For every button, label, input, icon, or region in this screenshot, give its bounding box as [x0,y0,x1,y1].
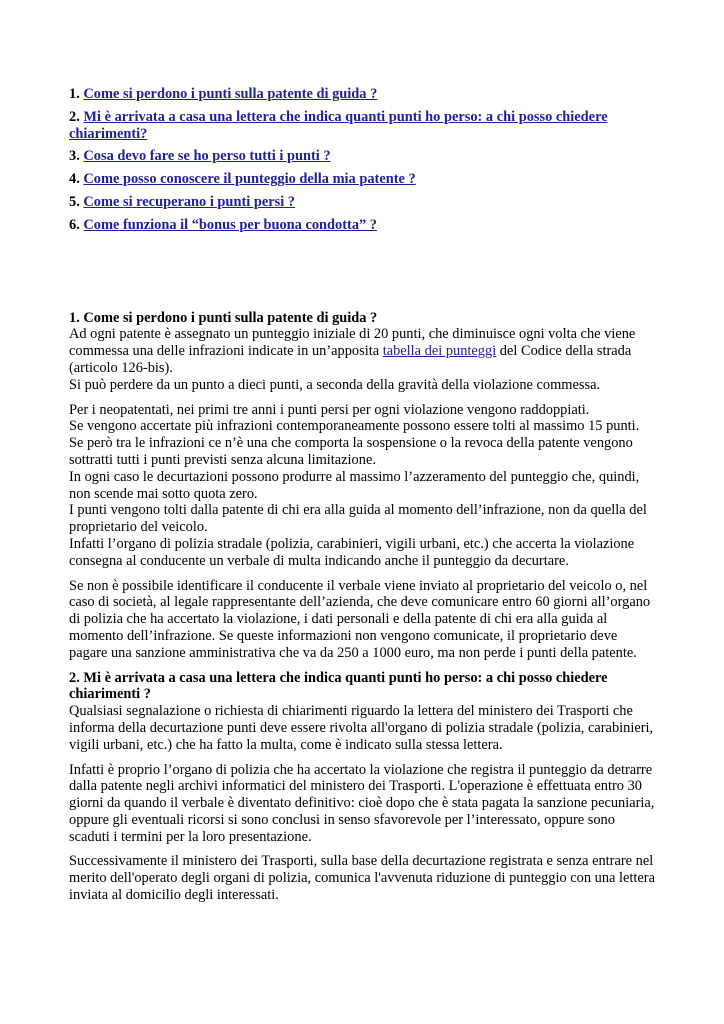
toc-link[interactable]: Cosa devo fare se ho perso tutti i punti ? [83,148,331,165]
paragraph-line: Infatti l’organo di polizia stradale (polizia, carabinieri, vigili urbani, etc.) che accerta la violazione consegna al conducente un verbale di multa indicando anche il punteggio da decurtare. [69,535,635,569]
toc-number: 3. [69,148,80,165]
document-page [69,86,659,912]
table-of-contents [69,86,659,234]
toc-number: 5. [69,193,80,210]
toc-number: 6. [69,216,80,233]
paragraph-line: I punti vengono tolti dalla patente di chi era alla guida al momento dell’infrazione, non da quella del proprietario del veicolo. [69,502,647,536]
section-1 [69,310,659,662]
toc-item [69,86,659,103]
toc-item [69,171,659,188]
toc-number: 1. [69,86,80,102]
toc-link[interactable]: Mi è arrivata a casa una lettera che indica quanti punti ho perso: a chi posso chiedere chiarimenti? [69,108,608,142]
toc-number: 2. [69,108,80,125]
section-2-paragraph-2: Infatti è proprio l’organo di polizia che ha accertato la violazione che registra il punteggio da detrarre dalla patente negli archivi informatici del ministero dei Trasporti. L'operazione è effettuata entro 30 giorni da quando il verbale è diventato definitivo: cioè dopo che è stata pagata la sanzione pecuniaria, oppure gli eventuali ricorsi si sono conclusi in senso sfavorevole per l’interessato, oppure sono scaduti i termini per la loro presentazione. [69,761,655,845]
section-2-paragraph-3: Successivamente il ministero dei Trasporti, sulla base della decurtazione registrata e senza entrare nel merito dell'operato degli organi di polizia, comunica l'avvenuta riduzione di punteggio con una lettera inviata al domicilio degli interessati. [69,853,655,904]
vertical-spacer [69,240,659,310]
paragraph-line: Per i neopatentati, nei primi tre anni i punti persi per ogni violazione vengono raddoppiati. [69,401,590,418]
toc-item [69,194,659,211]
section-1-paragraph-2 [69,402,659,570]
toc-link[interactable]: Come funziona il “bonus per buona condotta” ? [83,216,378,233]
section-2-paragraph-1: Qualsiasi segnalazione o richiesta di chiarimenti riguardo la lettera del ministero dei Trasporti che informa della decurtazione punti deve essere rivolta all'organo di polizia stradale (polizia, carabinieri, vigili urbani, etc.) che ha fatto la multa, come è indicato sulla stessa lettera. [69,703,654,753]
paragraph-text: Ad ogni patente è assegnato un punteggio iniziale di 20 punti, che diminuisce ogni volta che viene commessa una delle infrazioni indicate in un’apposita [69,326,636,360]
toc-item [69,109,659,143]
paragraph-text: Si può perdere da un punto a dieci punti, a seconda della gravità della violazione commessa. [69,376,601,393]
section-1-paragraph-1 [69,326,659,393]
toc-link[interactable]: Come posso conoscere il punteggio della mia patente ? [83,171,416,188]
toc-link[interactable]: Come si recuperano i punti persi ? [83,193,296,210]
paragraph-line: Se però tra le infrazioni ce n’è una che comporta la sospensione o la revoca della patente vengono sottratti tutti i punti previsti senza alcuna limitazione. [69,435,633,468]
paragraph-line: In ogni caso le decurtazioni possono produrre al massimo l’azzeramento del punteggio che, quindi, non scende mai sotto quota zero. [69,468,640,502]
section-2-heading: 2. Mi è arrivata a casa una lettera che indica quanti punti ho perso: a chi posso chiedere chiarimenti ? [69,669,608,703]
paragraph-line: Se vengono accertate più infrazioni contemporaneamente possono essere tolti al massimo 15 punti. [69,418,640,435]
toc-item [69,148,659,165]
section-1-heading: 1. Come si perdono i punti sulla patente di guida ? [69,309,378,326]
paragraph-text: del Codice della strada (articolo 126-bis). [69,343,632,376]
section-2 [69,670,659,904]
tabella-punteggi-link[interactable]: tabella dei punteggi [382,343,497,360]
toc-link[interactable]: Come si perdono i punti sulla patente di guida ? [83,86,378,102]
section-1-paragraph-3: Se non è possibile identificare il conducente il verbale viene inviato al proprietario del veicolo o, nel caso di società, al legale rappresentante dell’azienda, che deve comunicare entro 60 giorni all’organo di polizia che ha accertato la violazione, i dati personali e della patente di chi era alla guida al momento dell’infrazione. Se queste informazioni non vengono comunicate, il proprietario deve pagare una sanzione amministrativa che va da 250 a 1000 euro, ma non perde i punti della patente. [69,577,651,661]
toc-item [69,217,659,234]
toc-number: 4. [69,171,80,188]
